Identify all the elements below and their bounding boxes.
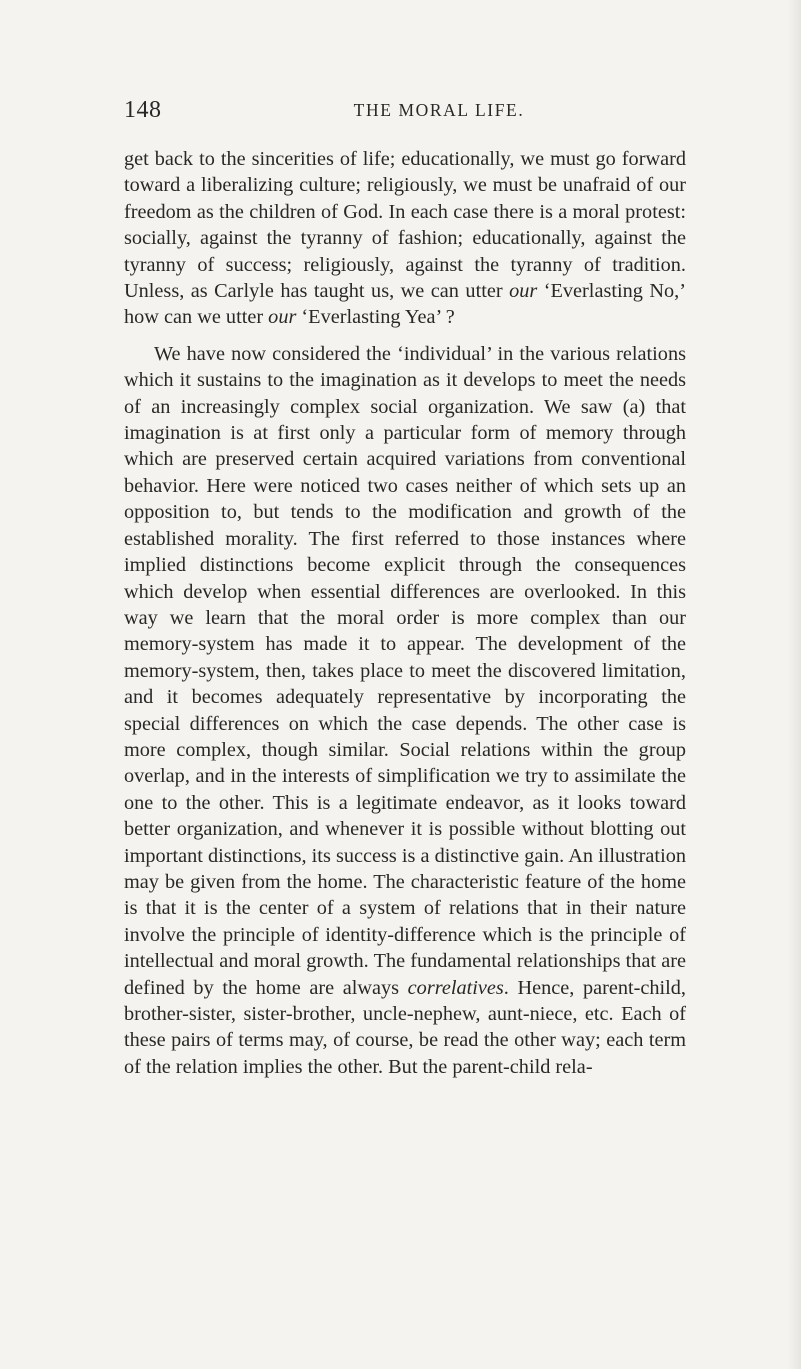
text-run: ‘Everlasting No,’ how can we utter (124, 280, 686, 329)
body-text (124, 146, 686, 1080)
italic-word: correlatives (407, 976, 504, 999)
italic-word: our (268, 306, 297, 329)
text-run: get back to the sincerities of life; educationally, we must go forward toward a liberalizing culture; religiously, we must be unafraid of our freedom as the children of God. In each case there is a moral protest: socially, against the tyranny of fashion; educationally, against the tyranny of success; religiously, against the tyranny of tradition. Unless, as Carlyle has taught us, we can utter (124, 148, 686, 303)
page-number: 148 (124, 97, 162, 123)
text-run: ‘Everlasting Yea’ ? (296, 306, 455, 329)
italic-word: our (509, 280, 538, 303)
running-title: THE MORAL LIFE. (353, 100, 525, 120)
text-run: We have now considered the ‘individual’ in the various relations which it sustains to the imagination as it develops to meet the needs of an increasingly complex social organization. We saw (a) that imagination is at first only a particular form of memory through which are preserved certain acquired variations from conventional behavior. Here were noticed two cases neither of which sets up an opposition to, but tends to the modification and growth of the established morality. The first referred to those instances where implied distinctions become explicit through the consequences which develop when essential differences are overlooked. In this way we learn that the moral order is more complex than our memory-system has made it to appear. The development of the memory-system, then, takes place to meet the discovered limitation, and it becomes adequately representative by incorporating the special differences on which the case depends. The other case is more complex, though similar. Social relations within the group overlap, and in the interests of simplification we try to assimilate the one to the other. This is a legitimate endeavor, as it looks toward better organization, and whenever it is possible without blotting out important distinctions, its success is a distinctive gain. An illustration may be given from the home. The characteristic feature of the home is that it is the center of a system of relations that in their nature involve the principle of identity-difference which is the principle of intellectual and moral growth. The fundamental relationships that are defined by the home are always (124, 342, 686, 999)
running-head (124, 97, 684, 127)
paragraph-2 (124, 341, 686, 1080)
paragraph-1 (124, 146, 686, 331)
text-run: . Hence, parent-child, brother-sister, sister-brother, uncle-nephew, aunt-niece, etc. Each of these pairs of terms may, of course, be read the other way; each term of the relation implies the other. But the parent-child rela- (124, 976, 686, 1078)
page-edge-shadow (787, 0, 801, 1369)
